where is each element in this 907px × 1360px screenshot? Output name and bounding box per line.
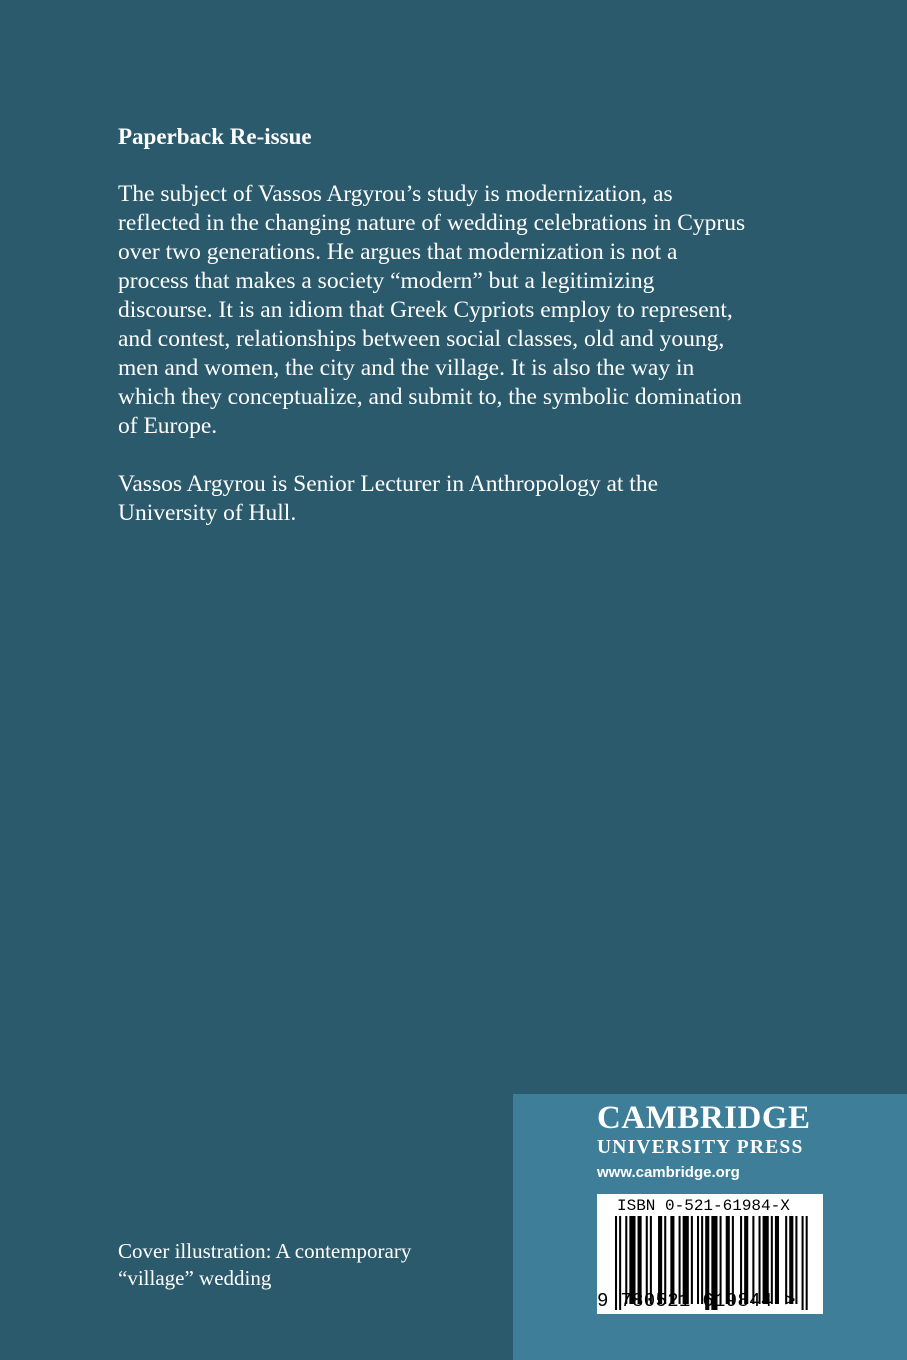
isbn-label: ISBN 0-521-61984-X [617,1197,790,1215]
barcode-box [597,1194,823,1314]
reissue-heading: Paperback Re-issue [118,124,312,149]
publisher-url: www.cambridge.org [597,1164,740,1181]
book-description: The subject of Vassos Argyrou’s study is modernization, as reflected in the changing nature of wedding celebrations in Cyprus over two generations. He argues that modernization is not a process that makes a society “modern” but a legitimizing discourse. It is an idiom that Greek Cypriots employ to represent, and contest, relationships between social classes, old and young, men and women, the city and the village. It is also the way in which they conceptualize, and submit to, the symbolic domination of Europe. [118,181,746,439]
publisher-panel [513,1094,907,1360]
author-bio: Vassos Argyrou is Senior Lecturer in Anthropology at the University of Hull. [118,471,658,526]
ean-digits: 9 780521 619844 > [597,1290,796,1312]
cover-illustration-credit: Cover illustration: A contemporary “village” wedding [118,1239,412,1290]
publisher-subtitle: UNIVERSITY PRESS [597,1137,804,1158]
publisher-name: CAMBRIDGE [597,1100,811,1136]
